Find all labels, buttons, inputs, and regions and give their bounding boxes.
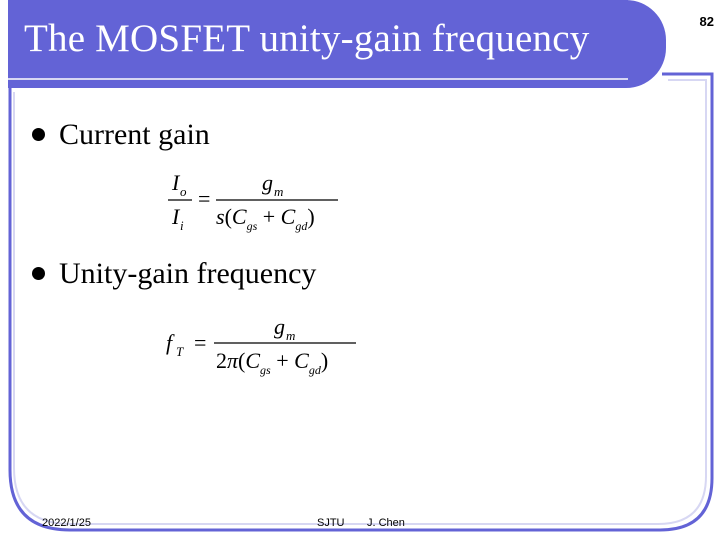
- eq1-rhs-num: g: [262, 170, 273, 195]
- slide-title: The MOSFET unity-gain frequency: [24, 17, 590, 60]
- eq1-lhs-den-sub: i: [180, 218, 184, 233]
- footer-organization: SJTU: [317, 517, 345, 529]
- bullet-current-gain: [32, 118, 210, 152]
- footer-author: J. Chen: [367, 517, 405, 529]
- bullet-unity-gain-frequency: [32, 257, 316, 291]
- page-number: 82: [699, 14, 714, 29]
- eq1-rhs-num-sub: m: [274, 184, 284, 199]
- eq1-lhs-num-sub: o: [180, 184, 187, 199]
- bullet-dot-icon: [32, 128, 45, 141]
- bullet-dot-icon: [32, 267, 45, 280]
- bullet-text: Current gain: [59, 118, 210, 151]
- eq2-equals: =: [194, 330, 207, 355]
- eq2-lhs: f: [166, 330, 173, 355]
- eq2-rhs-den: $2\pi(C_{gs} + C_{gd})$: [216, 348, 329, 377]
- current-gain-equation: [166, 168, 356, 238]
- eq1-lhs-den: I: [172, 204, 180, 229]
- eq1-rhs-den: $s(C_{gs} + C_{gd})$: [216, 204, 315, 233]
- unity-gain-equation: [162, 312, 362, 382]
- eq2-rhs-num-sub: m: [286, 328, 296, 343]
- bullet-text: Unity-gain frequency: [59, 257, 317, 290]
- eq2-rhs-num: g: [274, 314, 285, 339]
- eq2-lhs-sub: T: [176, 344, 184, 359]
- eq1-lhs-num: I: [172, 170, 180, 195]
- footer-date: 2022/1/25: [42, 517, 91, 529]
- eq1-equals: =: [198, 186, 211, 211]
